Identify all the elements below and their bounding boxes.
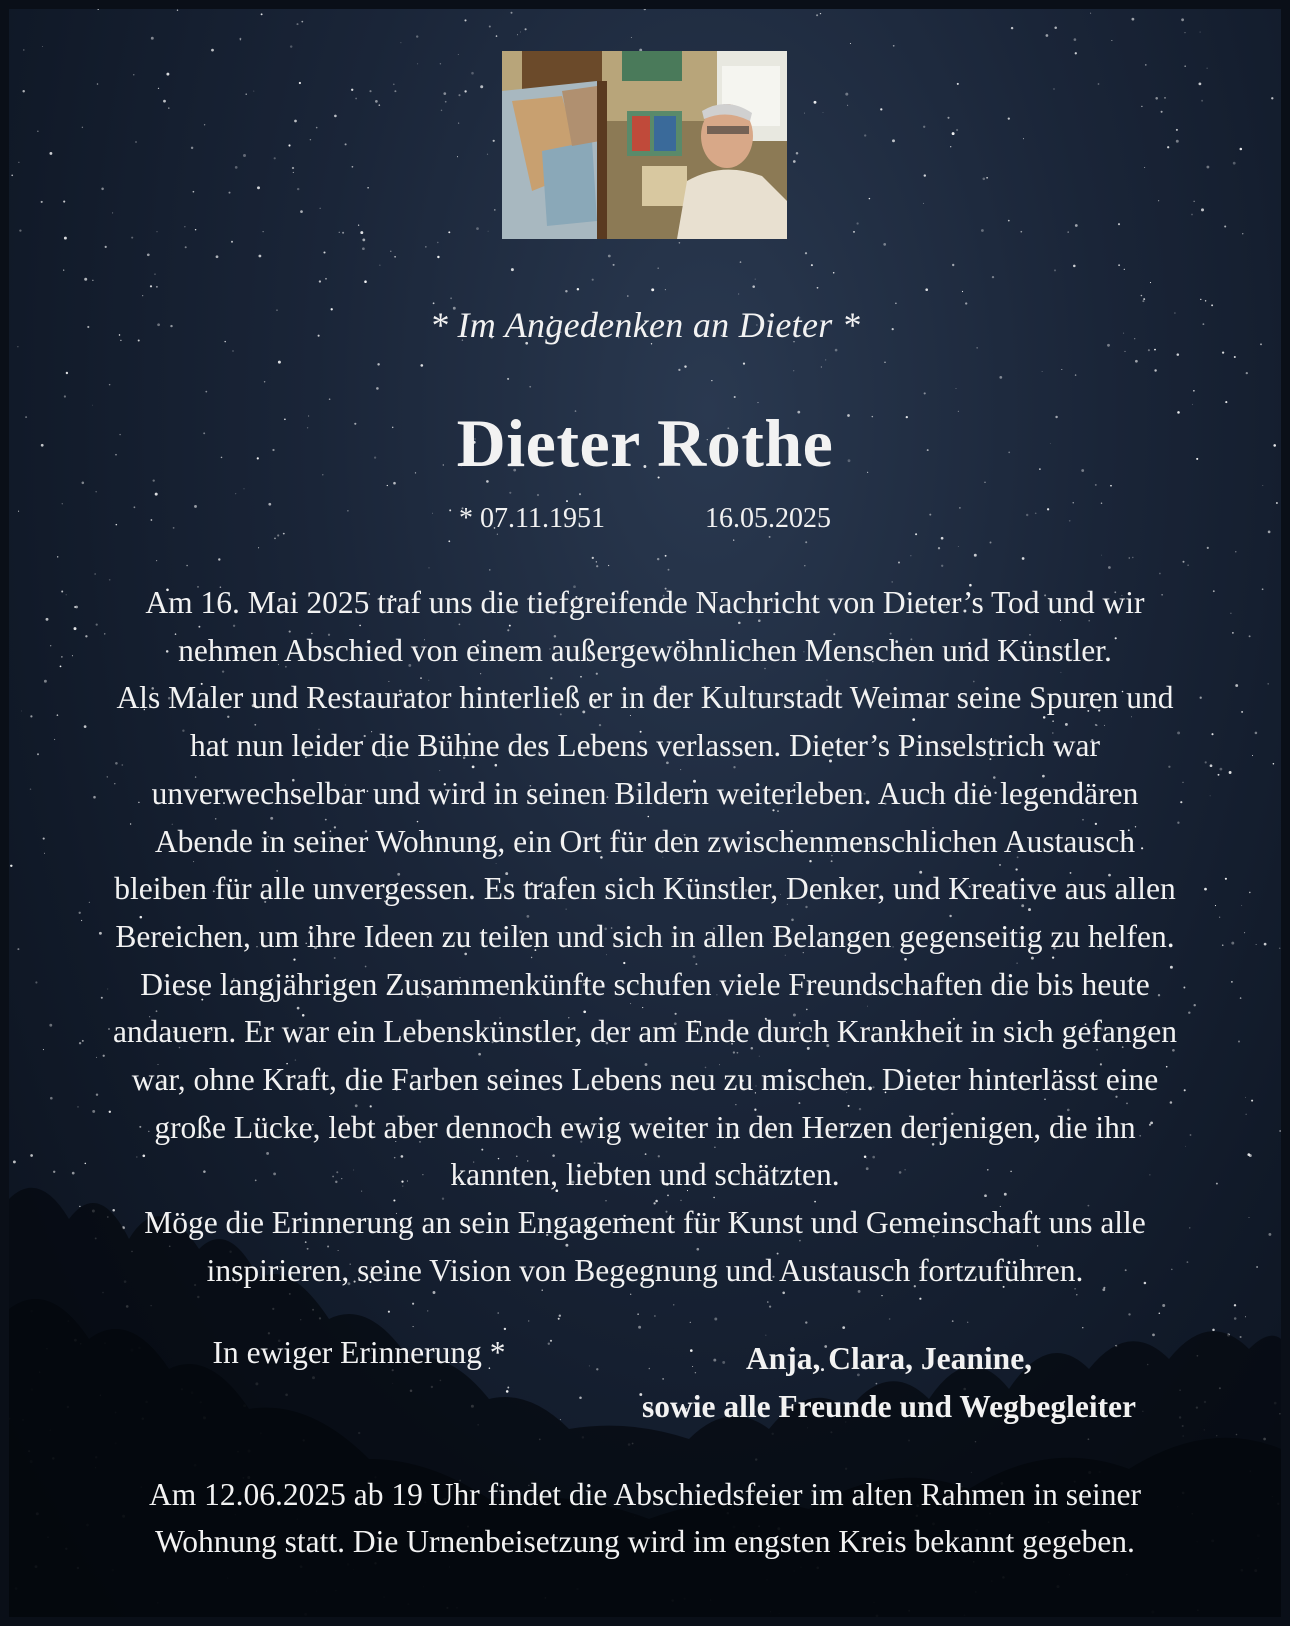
body-line: Abende in seiner Wohnung, ein Ort für den zwischenmenschlichen Austausch	[154, 823, 1136, 859]
portrait-photo	[502, 51, 787, 239]
body-line: hat nun leider die Bühne des Lebens verlassen. Dieter’s Pinselstrich war	[189, 728, 1101, 764]
life-dates	[9, 503, 1281, 535]
body-line: große Lücke, lebt aber dennoch ewig weiter in den Herzen derjenigen, die ihn	[154, 1109, 1136, 1145]
body-line: war, ohne Kraft, die Farben seines Lebens neu zu mischen. Dieter hinterlässt eine	[131, 1062, 1159, 1098]
birth-date: * 07.11.1951	[459, 503, 605, 534]
body-line: nehmen Abschied von einem außergewöhnlichen Menschen und Künstler.	[178, 632, 1112, 668]
memorial-motto: * Im Angedenken an Dieter *	[429, 305, 861, 345]
signers	[609, 1335, 1169, 1431]
body-line: Möge die Erinnerung an sein Engagement für Kunst und Gemeinschaft uns alle	[144, 1205, 1146, 1241]
body-line: andauern. Er war ein Lebenskünstler, der am Ende durch Krankheit in sich gefangen	[112, 1014, 1178, 1050]
death-date: 16.05.2025	[704, 503, 831, 534]
signers-names: Anja, Clara, Jeanine,	[745, 1341, 1033, 1376]
notice-line: Am 12.06.2025 ab 19 Uhr findet die Abschiedsfeier im alten Rahmen in seiner	[148, 1477, 1142, 1512]
body-line: kannten, liebten und schätzten.	[450, 1157, 840, 1193]
ceremony-notice	[49, 1471, 1241, 1565]
body-line: bleiben für alle unvergessen. Es trafen sich Künstler, Denker, und Kreative aus allen	[114, 871, 1176, 907]
obituary-text	[49, 579, 1241, 1295]
signers-others: sowie alle Freunde und Wegbegleiter	[641, 1389, 1137, 1424]
notice-line: Wohnung statt. Die Urnenbeisetzung wird im engsten Kreis bekannt gegeben.	[155, 1524, 1135, 1559]
portrait-image	[502, 51, 787, 239]
obituary-card	[9, 9, 1281, 1617]
in-memory-line: In ewiger Erinnerung *	[212, 1335, 506, 1370]
deceased-name: Dieter Rothe	[456, 405, 834, 481]
body-line: unverwechselbar und wird in seinen Bildern weiterleben. Auch die legendären	[151, 775, 1139, 811]
body-line: Als Maler und Restaurator hinterließ er in der Kulturstadt Weimar seine Spuren und	[116, 680, 1174, 716]
body-line: inspirieren, seine Vision von Begegnung und Austausch fortzuführen.	[206, 1252, 1084, 1288]
body-line: Diese langjährigen Zusammenkünfte schufen viele Freundschaften die bis heute	[140, 966, 1150, 1002]
body-line: Am 16. Mai 2025 traf uns die tiefgreifende Nachricht von Dieter’s Tod und wir	[145, 585, 1145, 620]
body-line: Bereichen, um ihre Ideen zu teilen und sich in allen Belangen gegenseitig zu helfen.	[115, 918, 1175, 954]
